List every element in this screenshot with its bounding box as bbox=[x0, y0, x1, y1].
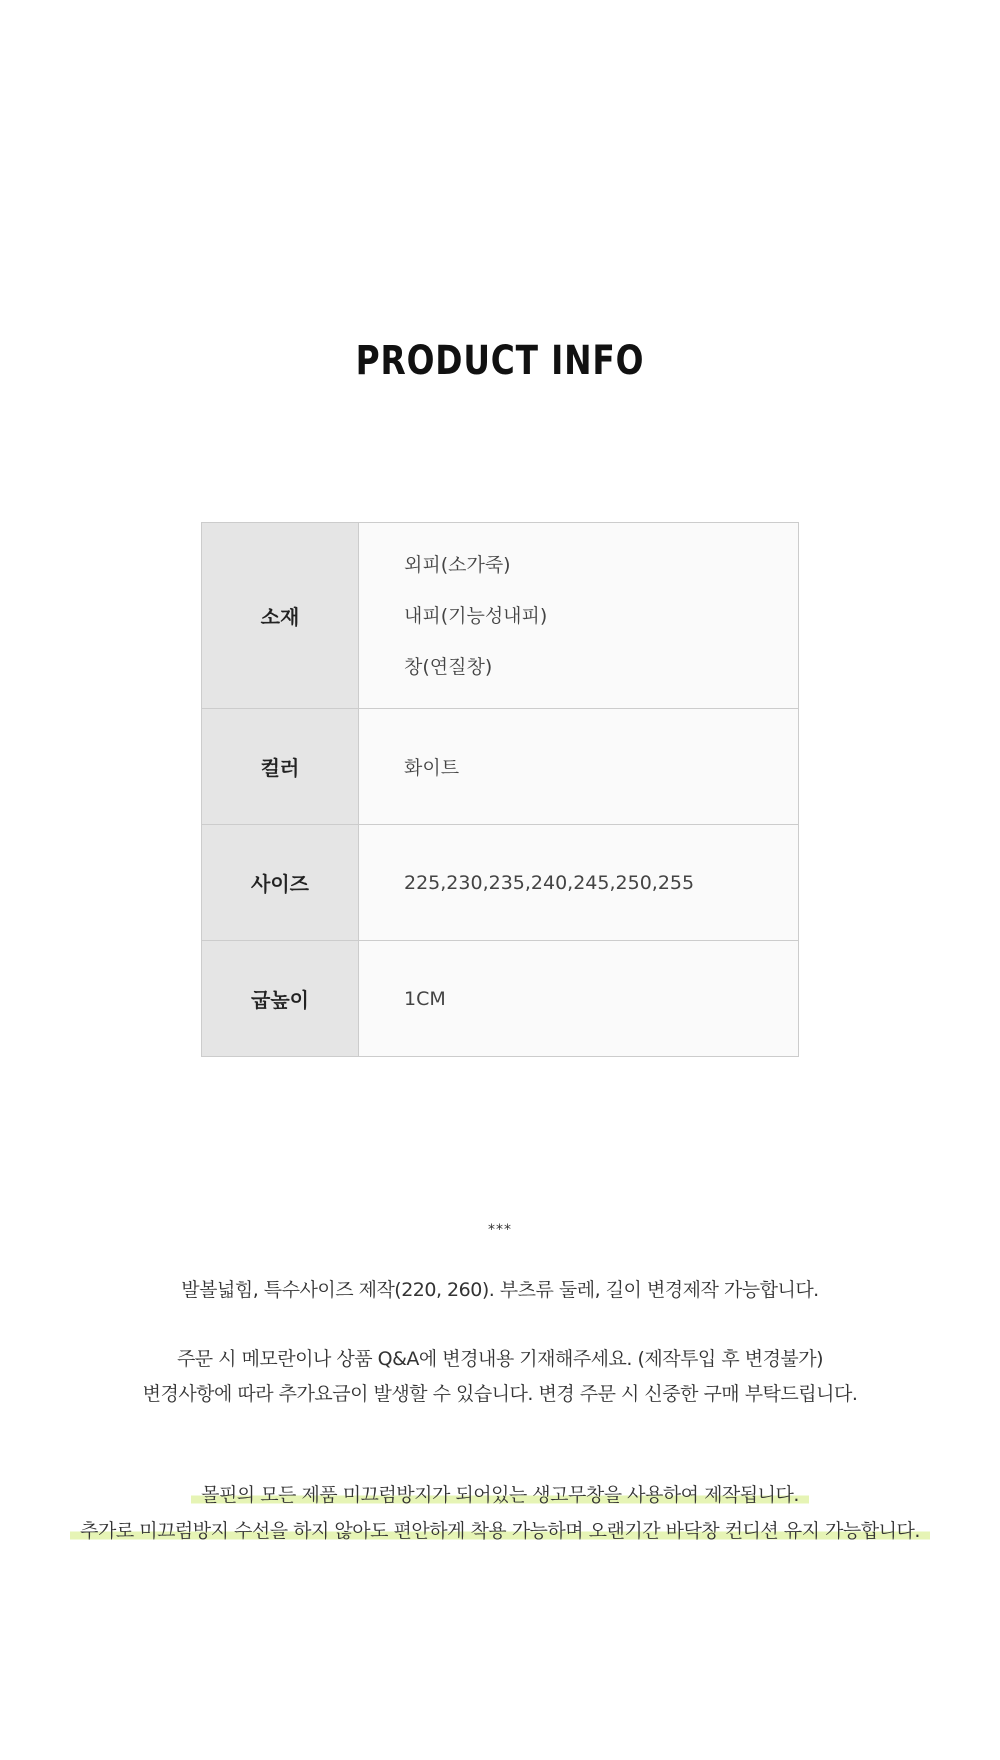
row-label-material: 소재 bbox=[202, 523, 359, 709]
row-label-size: 사이즈 bbox=[202, 825, 359, 941]
highlight-anti-slip-sole: 몰핀의 모든 제품 미끄럼방지가 되어있는 생고무창을 사용하여 제작됩니다. bbox=[191, 1484, 809, 1506]
note-extra-fee: 변경사항에 따라 추가요금이 발생할 수 있습니다. 변경 주문 시 신중한 구매 부탁드립니다. bbox=[142, 1383, 858, 1405]
row-value-color: 화이트 bbox=[359, 709, 799, 825]
table-row-material bbox=[202, 523, 799, 709]
material-lining: 내피(기능성내피) bbox=[404, 604, 548, 627]
row-label-heel-height: 굽높이 bbox=[202, 941, 359, 1057]
note-order-memo: 주문 시 메모란이나 상품 Q&A에 변경내용 기재해주세요. (제작투입 후 변경불가) bbox=[176, 1348, 824, 1370]
table-row-size bbox=[202, 825, 799, 941]
table-row-heel-height bbox=[202, 941, 799, 1057]
row-value-heel-height: 1CM bbox=[359, 941, 799, 1057]
page-title: PRODUCT INFO bbox=[355, 338, 645, 384]
note-custom-size: 발볼넓힘, 특수사이즈 제작(220, 260). 부츠류 둘레, 길이 변경제작 가능합니다. bbox=[181, 1279, 819, 1301]
highlight-line-2-wrap bbox=[0, 1516, 1000, 1543]
highlight-no-repair-needed: 추가로 미끄럼방지 수선을 하지 않아도 편안하게 착용 가능하며 오랜기간 바닥창 컨디션 유지 가능합니다. bbox=[70, 1520, 930, 1542]
separator-stars: *** bbox=[488, 1222, 512, 1238]
highlight-line-1-wrap bbox=[0, 1480, 1000, 1507]
material-outer: 외피(소가죽) bbox=[404, 553, 511, 576]
material-sole: 창(연질창) bbox=[404, 655, 493, 678]
row-value-material bbox=[359, 523, 799, 709]
row-label-color: 컬러 bbox=[202, 709, 359, 825]
row-value-size: 225,230,235,240,245,250,255 bbox=[359, 825, 799, 941]
product-info-table bbox=[201, 522, 799, 1057]
table-row-color bbox=[202, 709, 799, 825]
